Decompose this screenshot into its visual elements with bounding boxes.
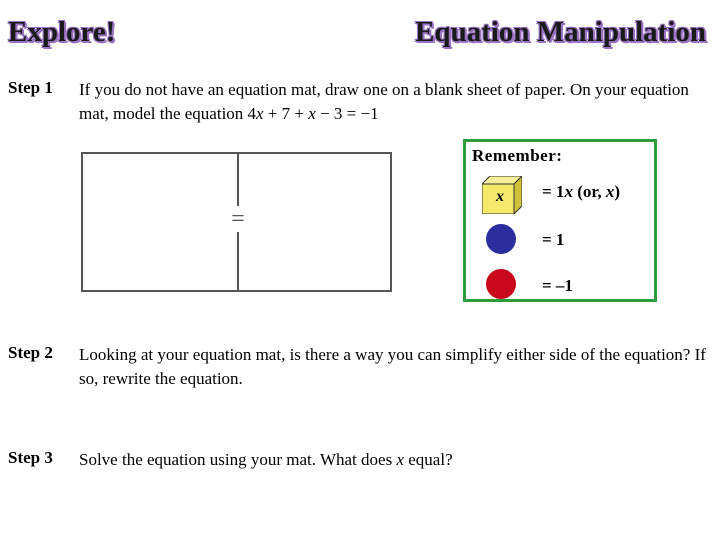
- step-3-var: x: [396, 450, 404, 469]
- cube-meaning-prefix: = 1: [542, 182, 565, 201]
- step-1-text-mid: + 7 +: [263, 104, 309, 123]
- cube-meaning-mid: (or,: [572, 182, 606, 201]
- equation-manipulation-title: Equation Manipulation: [415, 16, 706, 48]
- step-1-text-end: − 3 = −1: [315, 104, 379, 123]
- mat-equals-sign: =: [231, 206, 245, 232]
- red-circle-icon: [486, 269, 516, 299]
- step-1-var-2: x: [308, 104, 316, 123]
- step-1-text-start: If you do not have an equation mat, draw one on a blank sheet of paper. On your equation mat, model the equation 4: [79, 80, 689, 123]
- remember-title: Remember:: [472, 146, 563, 165]
- remember-legend: [463, 139, 657, 302]
- step-2-label: Step 2: [8, 343, 53, 362]
- step-3-text-start: Solve the equation using your mat. What does: [79, 450, 397, 469]
- step-3-text: [79, 448, 709, 472]
- step-1-text: [79, 78, 709, 126]
- x-cube-icon: [482, 176, 522, 214]
- blue-circle-icon: [486, 224, 516, 254]
- red-meaning: = –1: [542, 276, 573, 295]
- step-1-label: Step 1: [8, 78, 53, 97]
- equation-mat: [81, 152, 392, 292]
- cube-meaning: [542, 182, 620, 202]
- step-2-text: Looking at your equation mat, is there a way you can simplify either side of the equation? If so, rewrite the equation.: [79, 345, 706, 388]
- cube-meaning-suffix: ): [614, 182, 621, 201]
- cube-meaning-var: x: [564, 182, 573, 201]
- explore-title: Explore!: [8, 16, 116, 48]
- step-3-text-end: equal?: [404, 450, 453, 469]
- cube-label: x: [496, 188, 504, 205]
- cube-meaning-var-2: x: [605, 182, 615, 201]
- step-1-var-1: x: [256, 104, 264, 123]
- step-3-label: Step 3: [8, 448, 53, 467]
- blue-meaning: = 1: [542, 230, 565, 249]
